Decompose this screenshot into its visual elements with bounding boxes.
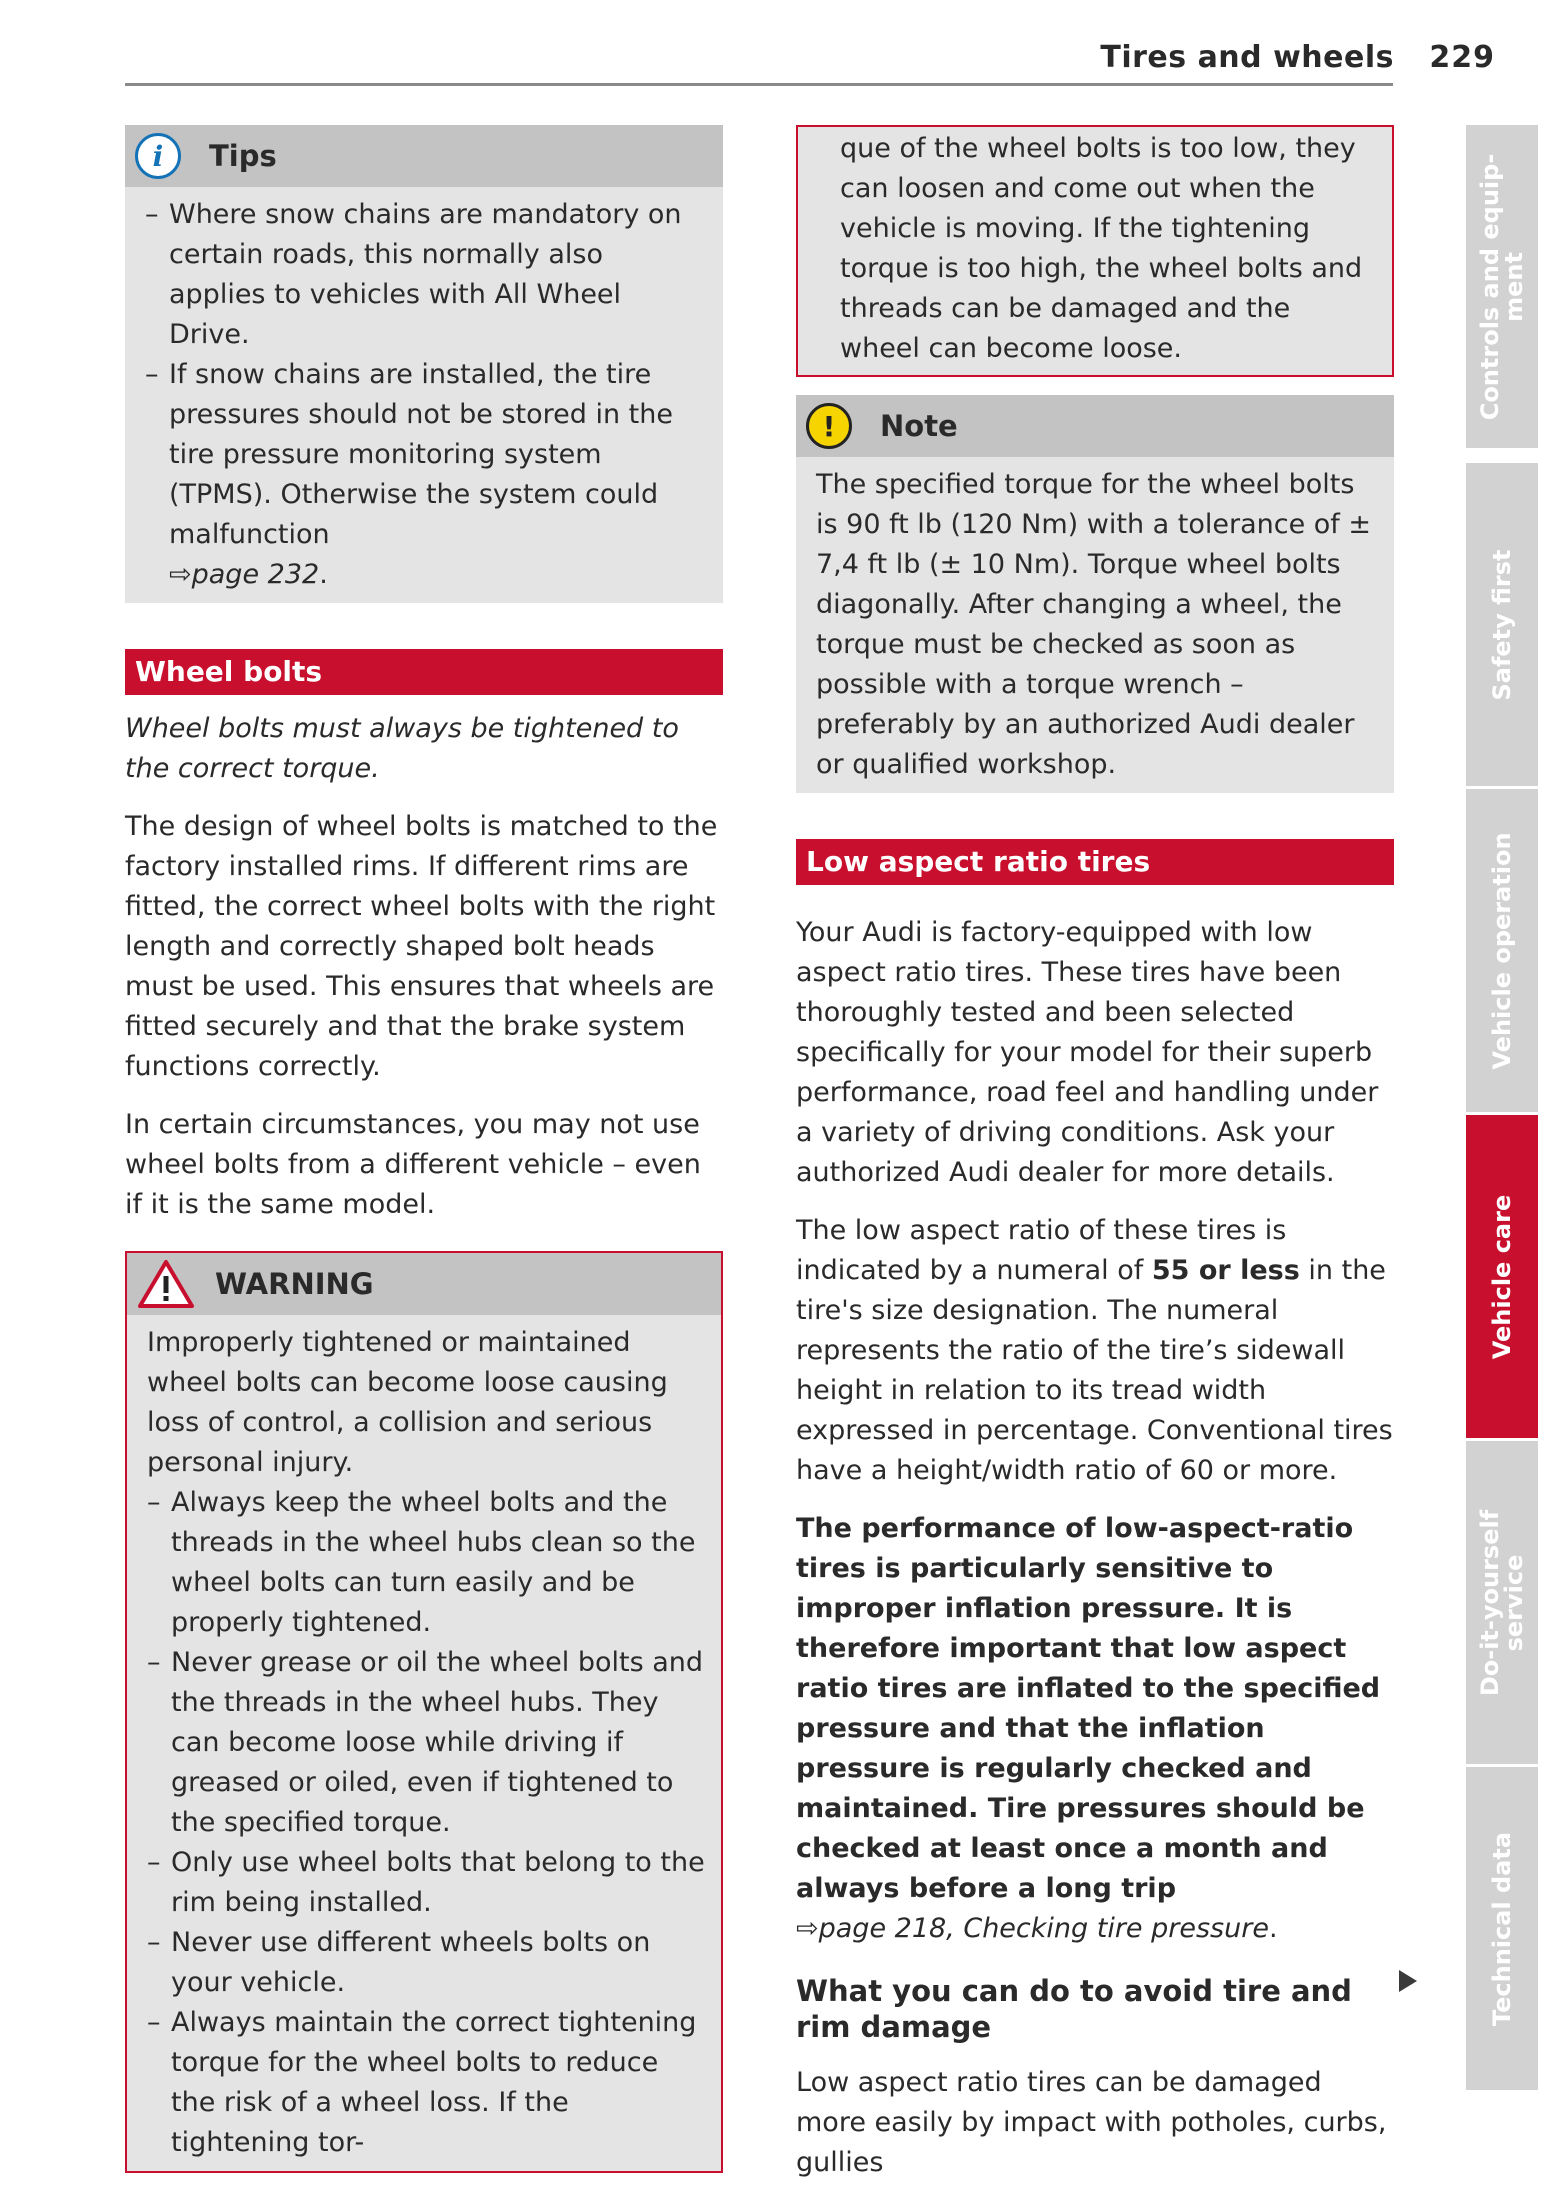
tab-label: Do-it-yourself service (1476, 1509, 1528, 1696)
tips-item: – Where snow chains are mandatory on certain roads, this normally also applies to vehicles with All Wheel Drive. (145, 195, 707, 355)
tab-label: Safety first (1488, 548, 1516, 701)
note-box (796, 395, 1394, 793)
warning-item: – Always keep the wheel bolts and the threads in the wheel hubs clean so the wheel bolts can turn easily and be properly tightened. (147, 1483, 705, 1643)
wheel-bolts-paragraph: The design of wheel bolts is matched to the factory installed rims. If different rims are fitted, the correct wheel bolts with the right length and correctly shaped bolt heads must be used. This ensures that wheels are fitted securely and that the brake system functions correctly. (125, 811, 718, 1082)
wheel-bolts-intro: Wheel bolts must always be tightened to the correct torque. (125, 713, 679, 784)
low-aspect-paragraph: Your Audi is factory-equipped with low aspect ratio tires. These tires have been thoroughly tested and been selected specifically for your model for their superb performance, road feel and handling under a variety of driving conditions. Ask your authorized Audi dealer for more details. (796, 917, 1379, 1188)
warning-continued-text: que of the wheel bolts is too low, they can loosen and come out when the vehicle is moving. If the tightening torque is too high, the wheel bolts and threads can be damaged and the wheel can become loose. (840, 133, 1363, 364)
tips-list (145, 195, 707, 595)
warning-intro: Improperly tightened or maintained wheel bolts can become loose causing loss of control, a collision and serious personal injury. (147, 1327, 668, 1478)
tab-label: Controls and equip- ment (1476, 153, 1528, 420)
page-number: 229 (1429, 40, 1495, 75)
tips-page-link[interactable]: page 232 (191, 559, 320, 590)
warning-item: – Never use different wheels bolts on your vehicle. (147, 1923, 705, 2003)
section-title: Tires and wheels (1100, 40, 1394, 75)
note-title: Note (880, 409, 958, 443)
arrow-ref-icon: ⇨ (796, 1913, 819, 1944)
header-rule (125, 83, 1393, 86)
tab-safety-first[interactable] (1466, 463, 1538, 786)
tab-vehicle-care[interactable] (1466, 1115, 1538, 1438)
wheel-bolts-heading: Wheel bolts (125, 649, 723, 695)
ref-tail: . (1268, 1913, 1278, 1944)
low-aspect-warning-paragraph (796, 1509, 1394, 1949)
tips-item (145, 355, 707, 595)
warning-item: – Never grease or oil the wheel bolts and the threads in the wheel hubs. They can become loose while driving if greased or oiled, even if tightened to the specified torque. (147, 1643, 705, 1843)
low-aspect-paragraph (796, 1211, 1394, 1491)
note-header (796, 395, 1394, 457)
warning-item: – Always maintain the correct tightening torque for the wheel bolts to reduce the risk of a wheel loss. If the tightening tor- (147, 2003, 705, 2163)
tab-label: Technical data (1488, 1831, 1516, 2026)
warning-item: – Only use wheel bolts that belong to the rim being installed. (147, 1843, 705, 1923)
warning-continued-box (796, 125, 1394, 377)
warning-title: WARNING (215, 1267, 374, 1301)
low-aspect-text: in the tire's size designation. The numeral represents the ratio of the tire’s sidewall height in relation to its tread width expressed in percentage. Conventional tires have a height/width ratio of 60 or more. (796, 1255, 1393, 1486)
tips-title: Tips (209, 139, 277, 173)
low-aspect-text: The low aspect ratio of these tires is indicated by a numeral of (796, 1215, 1287, 1286)
tire-damage-paragraph: Low aspect ratio tires can be damaged more easily by impact with potholes, curbs, gullies (796, 2067, 1387, 2178)
arrow-ref-icon: ⇨ (169, 559, 192, 590)
low-aspect-emphasis: 55 or less (1151, 1255, 1300, 1286)
note-exclamation-icon: ! (806, 403, 852, 449)
tab-controls-and-equipment[interactable] (1466, 125, 1538, 448)
left-column (125, 125, 723, 2173)
right-column (796, 125, 1394, 2201)
low-aspect-bold-text: The performance of low-aspect-ratio tires is particularly sensitive to improper inflation pressure. It is therefore important that low aspect ratio tires are inflated to the specified pressure and that the inflation pressure is regularly checked and maintained. Tire pressures should be checked at least once a month and always before a long trip (796, 1513, 1381, 1904)
tips-item-text: If snow chains are installed, the tire pressures should not be stored in the tire pressure monitoring system (TPMS). Otherwise the system could malfunction (169, 359, 673, 550)
tips-body (125, 187, 723, 603)
continue-arrow-icon (1399, 1970, 1417, 1992)
warning-triangle-icon (137, 1259, 195, 1309)
note-body: The specified torque for the wheel bolts is 90 ft lb (120 Nm) with a tolerance of ± 7,4 ft lb (± 10 Nm). Torque wheel bolts diagonally. After changing a wheel, the torque must be checked as soon as possible with a torque wrench – preferably by an authorized Audi dealer or qualified workshop. (816, 469, 1372, 780)
tab-label: Vehicle care (1488, 1194, 1516, 1359)
warning-list (147, 1483, 705, 2163)
warning-box (125, 1251, 723, 2173)
wheel-bolts-paragraph: In certain circumstances, you may not use wheel bolts from a different vehicle – even if it is the same model. (125, 1109, 701, 1220)
tab-technical-data[interactable] (1466, 1767, 1538, 2090)
tips-header (125, 125, 723, 187)
low-aspect-heading: Low aspect ratio tires (796, 839, 1394, 885)
tire-damage-subheading: What you can do to avoid tire and rim damage (796, 1974, 1352, 2044)
warning-body (127, 1315, 721, 2171)
info-icon: i (135, 133, 181, 179)
tab-vehicle-operation[interactable] (1466, 789, 1538, 1112)
tab-do-it-yourself-service[interactable] (1466, 1441, 1538, 1764)
tire-pressure-page-link[interactable]: page 218, Checking tire pressure (818, 1913, 1269, 1944)
tips-box (125, 125, 723, 603)
warning-header (127, 1253, 721, 1315)
tips-ref-tail: . (319, 559, 328, 590)
tab-label: Vehicle operation (1488, 831, 1516, 1070)
